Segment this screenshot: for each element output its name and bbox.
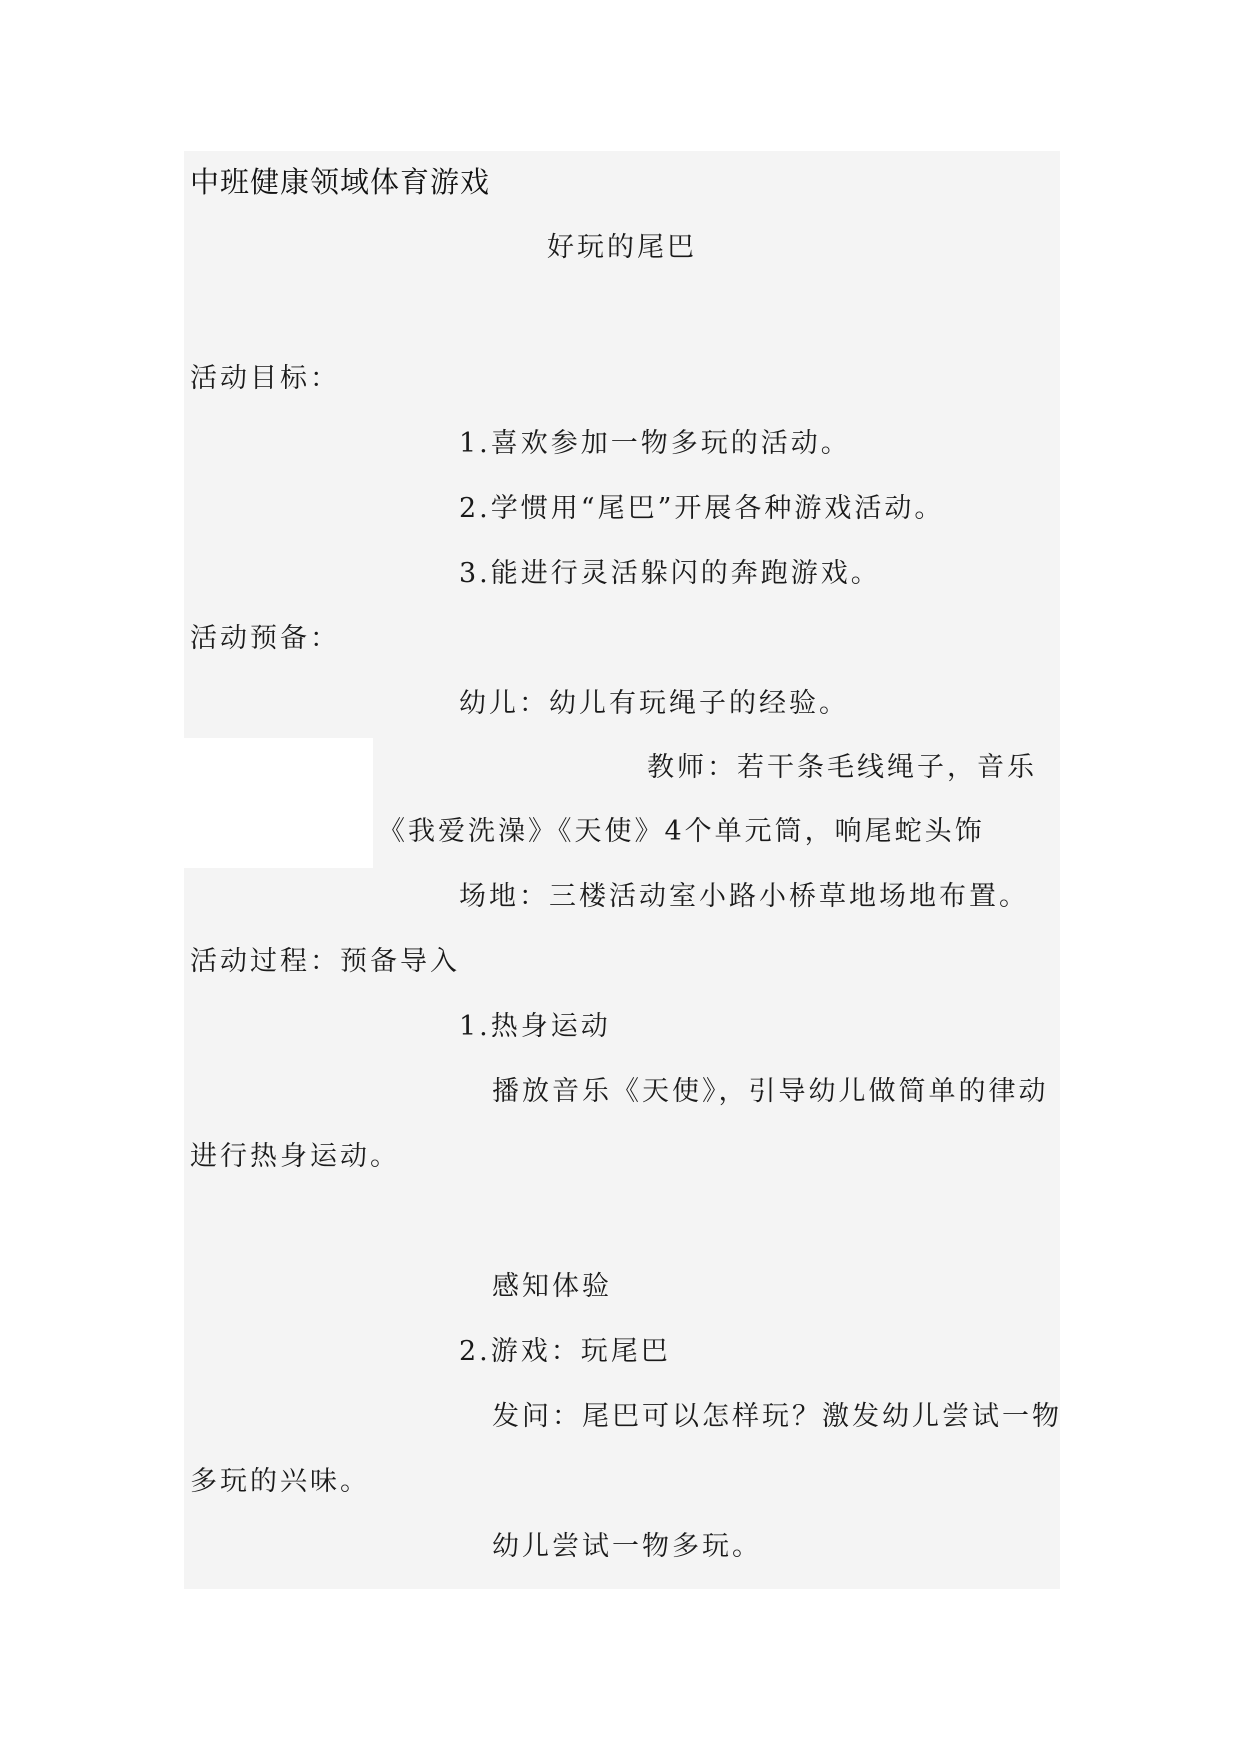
goal-item-1: 1.喜欢参加一物多玩的活动。 xyxy=(459,428,851,459)
blank-margin-block xyxy=(184,738,373,868)
question-text-line-2: 多玩的兴味。 xyxy=(190,1466,370,1497)
game-title: 2.游戏：玩尾巴 xyxy=(459,1336,671,1367)
preparation-teacher-line-2: 《我爱洗澡》《天使》4个单元筒，响尾蛇头饰 xyxy=(378,816,985,847)
warmup-title: 1.热身运动 xyxy=(459,1011,611,1042)
preparation-teacher-line-1: 教师：若干条毛线绳子，音乐 xyxy=(647,752,1037,783)
document-title: 中班健康领域体育游戏 xyxy=(190,165,491,199)
warmup-text-line-1: 播放音乐《天使》，引导幼儿做简单的律动 xyxy=(492,1076,1049,1107)
try-text: 幼儿尝试一物多玩。 xyxy=(492,1531,762,1562)
goals-heading: 活动目标： xyxy=(190,363,340,394)
question-text-line-1: 发问：尾巴可以怎样玩？激发幼儿尝试一物 xyxy=(492,1401,1062,1432)
preparation-venue: 场地：三楼活动室小路小桥草地场地布置。 xyxy=(459,881,1029,912)
perception-heading: 感知体验 xyxy=(492,1271,612,1302)
process-heading: 活动过程：预备导入 xyxy=(190,946,460,977)
warmup-text-line-2: 进行热身运动。 xyxy=(190,1141,400,1172)
lesson-subtitle: 好玩的尾巴 xyxy=(547,232,697,263)
goal-item-2: 2.学惯用“尾巴”开展各种游戏活动。 xyxy=(459,493,945,524)
preparation-heading: 活动预备： xyxy=(190,623,340,654)
preparation-child: 幼儿：幼儿有玩绳子的经验。 xyxy=(459,688,849,719)
goal-item-3: 3.能进行灵活躲闪的奔跑游戏。 xyxy=(459,558,881,589)
